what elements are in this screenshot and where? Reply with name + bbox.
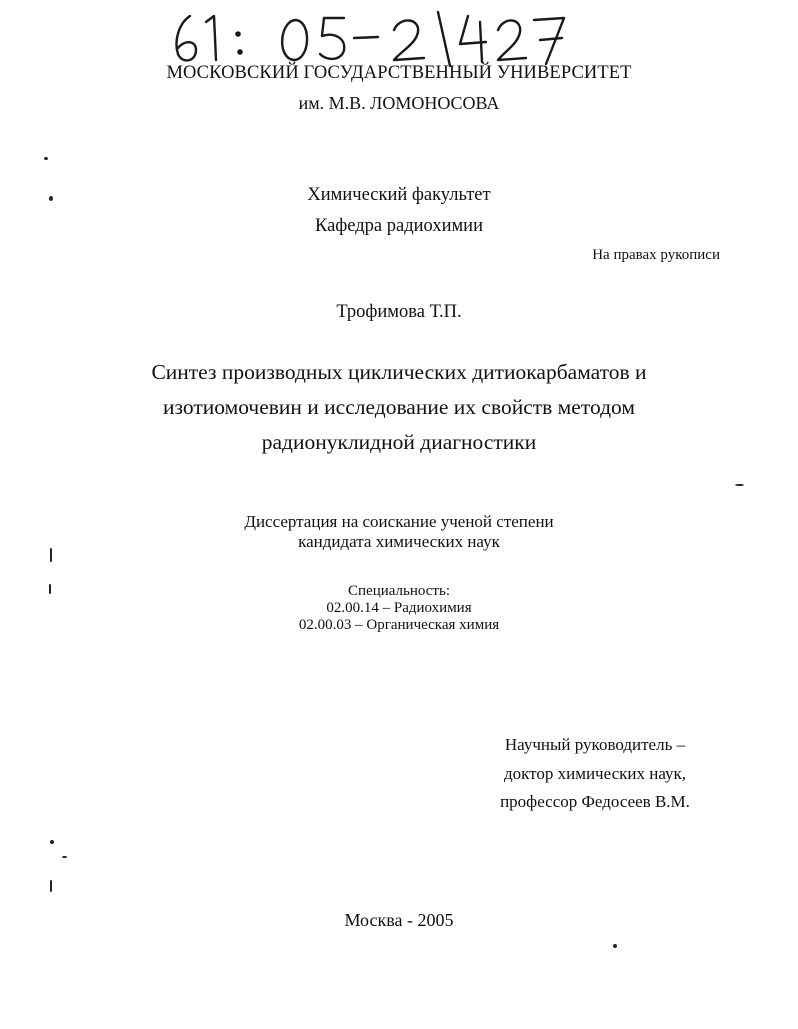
- scan-speck: [50, 548, 52, 562]
- degree-statement-line: Диссертация на соискание ученой степени: [244, 512, 554, 531]
- dissertation-title-line: изотиомочевин и исследование их свойств методом: [163, 395, 635, 419]
- supervisor-line: Научный руководитель –: [504, 735, 686, 754]
- scan-speck: [50, 880, 52, 892]
- scan-speck: [735, 484, 744, 486]
- scan-speck: [613, 944, 617, 948]
- faculty-name: Химический факультет: [307, 185, 491, 205]
- scan-speck: [62, 856, 67, 858]
- specialty-item: 02.00.03 – Органическая химия: [298, 617, 500, 633]
- specialty-item: 02.00.14 – Радиохимия: [326, 600, 472, 616]
- dissertation-title-line: радионуклидной диагностики: [261, 430, 537, 454]
- department-name: Кафедра радиохимии: [315, 216, 483, 236]
- manuscript-rights-note: На правах рукописи: [592, 247, 720, 263]
- scan-speck: [44, 157, 48, 160]
- scan-speck: [49, 196, 53, 201]
- university-named-after: им. М.В. ЛОМОНОСОВА: [298, 93, 500, 113]
- supervisor-line: доктор химических наук,: [503, 764, 687, 783]
- university-name: МОСКОВСКИЙ ГОСУДАРСТВЕННЫЙ УНИВЕРСИТЕТ: [166, 63, 632, 83]
- scan-speck: [49, 584, 51, 594]
- supervisor-line: профессор Федосеев В.М.: [500, 792, 690, 811]
- specialty-label: Специальность:: [348, 583, 450, 599]
- scan-speck: [50, 840, 54, 844]
- city-year: Москва - 2005: [344, 910, 454, 930]
- author-name: Трофимова Т.П.: [336, 302, 462, 322]
- handwritten-archive-number: [168, 8, 588, 70]
- dissertation-title-line: Синтез производных циклических дитиокарбаматов и: [151, 360, 647, 384]
- degree-statement-line: кандидата химических наук: [298, 532, 500, 551]
